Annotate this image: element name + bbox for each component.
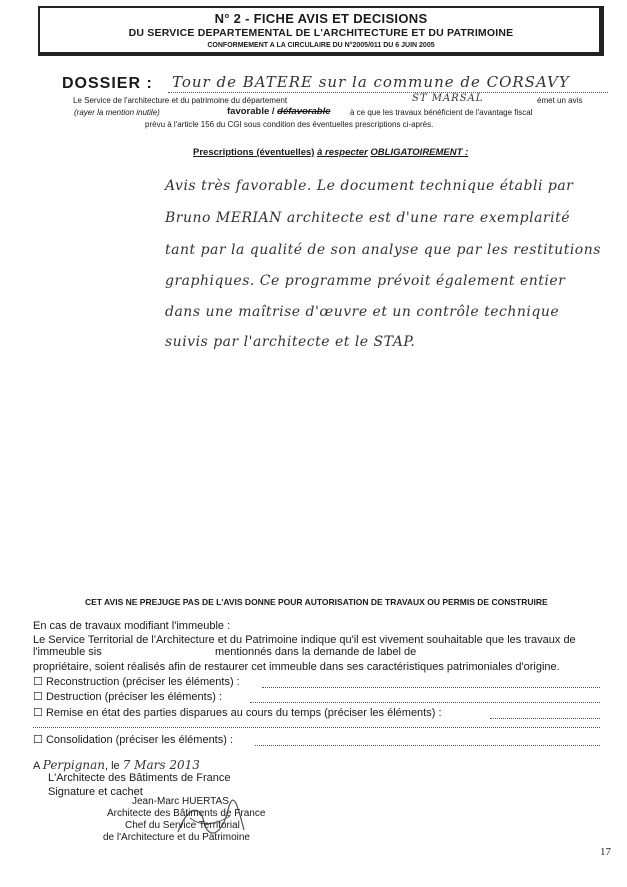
prescriptions-title-b: à respecter: [317, 147, 368, 158]
immeuble-paragraph-2b: mentionnés dans la demande de label de: [215, 646, 417, 658]
checkbox-square-icon[interactable]: ☐: [33, 691, 43, 703]
reconstruction-fill-line: [262, 687, 600, 688]
form-title: N° 2 - FICHE AVIS ET DECISIONS: [214, 11, 428, 26]
avantage-fiscal-text: à ce que les travaux bénéficient de l'avantage fiscal: [350, 108, 533, 117]
architect-title: L'Architecte des Bâtiments de France: [48, 772, 231, 784]
department-value: ST MARSAL: [412, 93, 484, 104]
remise-fill-line-1: [490, 718, 600, 719]
circular-reference: CONFORMEMENT A LA CIRCULAIRE DU N°2005/011 DU 6 JUIN 2005: [207, 42, 435, 49]
dossier-value: Tour de BATERE sur la commune de CORSAVY: [172, 73, 570, 91]
signature-label: Signature et cachet: [48, 786, 143, 798]
defavorable-option: défavorable: [277, 106, 331, 117]
checkbox-reconstruction[interactable]: [33, 675, 240, 688]
checkbox-label: Reconstruction (préciser les éléments) :: [45, 676, 240, 688]
page-number: 17: [600, 846, 611, 858]
stamp-line-1: Architecte des Bâtiments de France: [107, 808, 266, 819]
prescriptions-title-a: Prescriptions (éventuelles): [193, 147, 315, 158]
stamp-line-2: Chef du Service Territorial: [125, 820, 240, 831]
form-subtitle: DU SERVICE DEPARTEMENTAL DE L'ARCHITECTURE ET DU PATRIMOINE: [128, 27, 514, 39]
prescriptions-title-c: OBLIGATOIREMENT :: [370, 147, 469, 158]
avis-choice: [227, 106, 331, 117]
checkbox-remise-en-etat[interactable]: [33, 706, 442, 719]
handwritten-line: Bruno MERIAN architecte est d'une rare exemplarité: [165, 210, 571, 226]
dossier-underline: [168, 92, 608, 93]
rayer-mention: (rayer la mention inutile): [74, 108, 160, 117]
favorable-option: favorable: [227, 106, 270, 117]
prescriptions-title: [193, 147, 468, 158]
stamp-line-3: de l'Architecture et du Patrimoine: [103, 832, 250, 843]
handwritten-line: suivis par l'architecte et le STAP.: [165, 334, 416, 350]
handwritten-line: tant par la qualité de son analyse que par les restitutions: [165, 242, 601, 258]
dossier-label: DOSSIER :: [62, 75, 153, 92]
checkbox-square-icon[interactable]: ☐: [33, 734, 43, 746]
a-label: A: [33, 760, 40, 772]
stamp-name: Jean-Marc HUERTAS: [132, 796, 229, 807]
emet-avis-text: émet un avis: [537, 96, 583, 105]
destruction-fill-line: [250, 702, 600, 703]
date-value: 7 Mars 2013: [122, 758, 200, 772]
notice-text: CET AVIS NE PREJUGE PAS DE L'AVIS DONNE POUR AUTORISATION DE TRAVAUX OU PERMIS DE CONSTRUIRE: [85, 597, 548, 607]
place-date-line: [33, 758, 200, 772]
handwritten-line: Avis très favorable. Le document technique établi par: [165, 178, 574, 194]
checkbox-label: Remise en état des parties disparues au cours du temps (préciser les éléments) :: [45, 707, 442, 719]
service-text: Le Service de l'architecture et du patrimoine du département: [73, 96, 288, 105]
consolidation-fill-line: [255, 745, 600, 746]
checkbox-label: Destruction (préciser les éléments) :: [45, 691, 222, 703]
place-value: Perpignan: [42, 758, 105, 772]
checkbox-destruction[interactable]: [33, 690, 222, 703]
checkbox-square-icon[interactable]: ☐: [33, 707, 43, 719]
immeuble-paragraph-1: Le Service Territorial de l'Architecture et du Patrimoine indique qu'il est vivement souhaitable que les travaux de: [33, 634, 576, 646]
checkbox-square-icon[interactable]: ☐: [33, 676, 43, 688]
checkbox-consolidation[interactable]: [33, 733, 233, 746]
handwritten-line: dans une maîtrise d'œuvre et un contrôle technique: [165, 304, 560, 320]
le-label: , le: [104, 760, 120, 772]
handwritten-line: graphiques. Ce programme prévoit également entier: [165, 273, 566, 289]
checkbox-label: Consolidation (préciser les éléments) :: [45, 734, 234, 746]
immeuble-heading: En cas de travaux modifiant l'immeuble :: [33, 620, 231, 632]
immeuble-paragraph-3: propriétaire, soient réalisés afin de restaurer cet immeuble dans ses caractéristiques patrimoniales d'origine.: [33, 661, 560, 673]
immeuble-paragraph-2a: l'immeuble sis: [33, 646, 102, 658]
remise-fill-line-2: [33, 727, 600, 728]
article-text: prévu à l'article 156 du CGI sous condition des éventuelles prescriptions ci-après.: [145, 120, 434, 129]
choice-separator: /: [271, 106, 275, 117]
